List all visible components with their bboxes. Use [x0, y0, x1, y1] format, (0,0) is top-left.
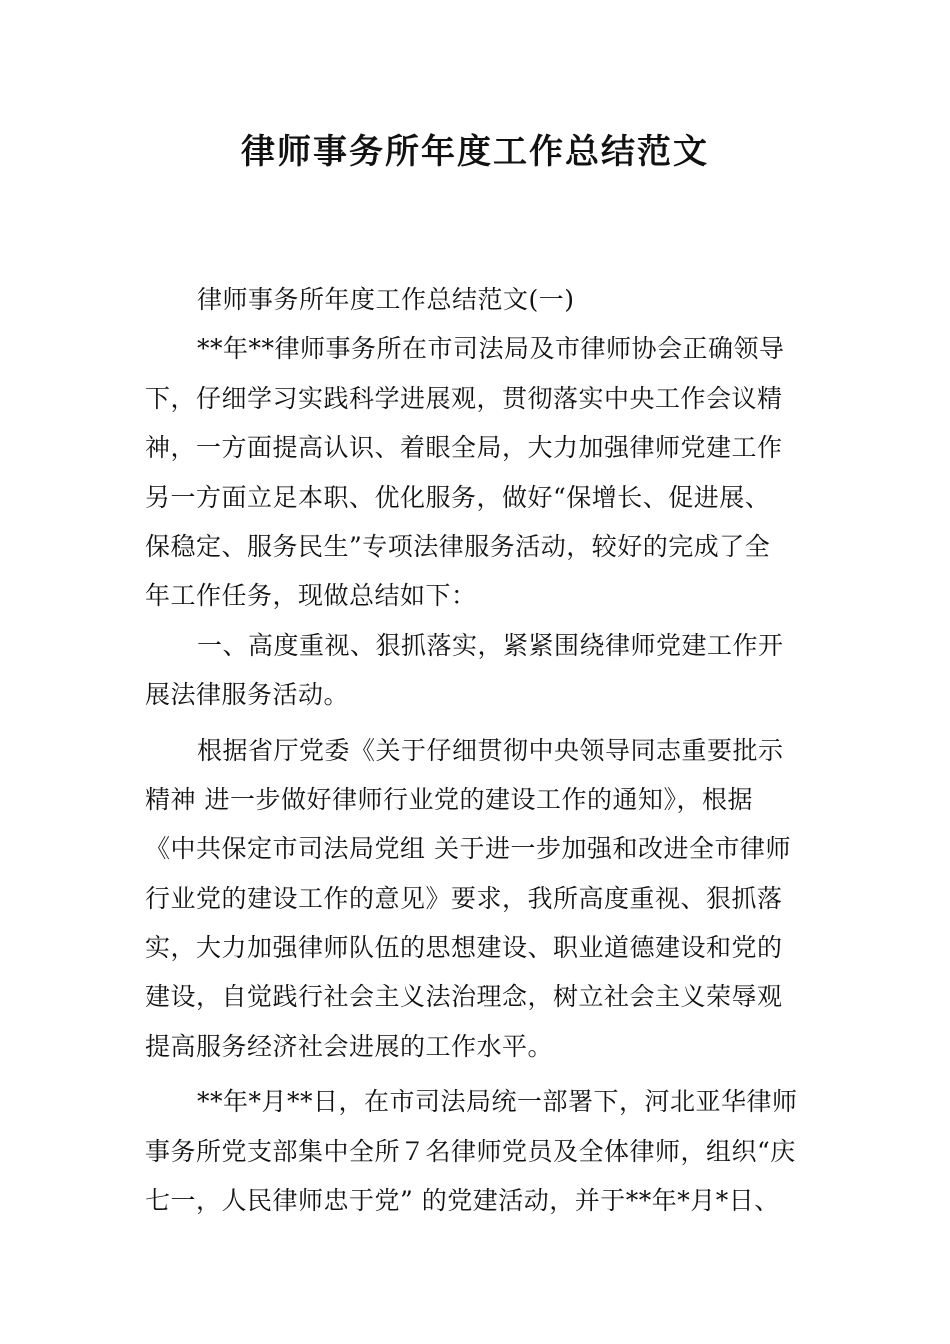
text-line: 下，仔细学习实践科学进展观，贯彻落实中央工作会议精 [145, 383, 783, 413]
document-title: 律师事务所年度工作总结范文 [241, 132, 709, 172]
text-line: 七一，人民律师忠于党” 的党建活动，并于**年*月*日、 [145, 1186, 780, 1216]
text-line: **年**律师事务所在市司法局及市律师协会正确领导 [197, 334, 785, 364]
document-body [145, 275, 807, 1225]
text-line: 保稳定、服务民生”专项法律服务活动，较好的完成了全 [145, 531, 771, 561]
text-line: 事务所党支部集中全所７名律师党员及全体律师，组织“庆 [145, 1136, 796, 1166]
text-line: 年工作任务，现做总结如下： [145, 581, 477, 611]
text-line: 《中共保定市司法局党组 关于进一步加强和改进全市律师 [145, 834, 791, 864]
text-line: 行业党的建设工作的意见》要求，我所高度重视、狠抓落 [145, 883, 783, 913]
text-line: 另一方面立足本职、优化服务，做好“保增长、促进展、 [145, 482, 771, 512]
text-line: **年*月**日，在市司法局统一部署下，河北亚华律师 [197, 1087, 798, 1117]
text-line: 提高服务经济社会进展的工作水平。 [145, 1031, 554, 1061]
text-line: 精神 进一步做好律师行业党的建设工作的通知》，根据 [145, 784, 753, 814]
text-line: 神，一方面提高认识、着眼全局，大力加强律师党建工作 [145, 433, 783, 463]
text-line: 建设，自觉践行社会主义法治理念，树立社会主义荣辱观 [145, 982, 783, 1012]
text-line: 根据省厅党委《关于仔细贯彻中央领导同志重要批示 [197, 735, 784, 765]
text-line: 一、高度重视、狠抓落实，紧紧围绕律师党建工作开 [197, 630, 784, 660]
text-line: 律师事务所年度工作总结范文(一) [197, 285, 575, 314]
text-line: 实，大力加强律师队伍的思想建设、职业道德建设和党的 [145, 933, 783, 963]
text-line: 展法律服务活动。 [145, 680, 350, 710]
